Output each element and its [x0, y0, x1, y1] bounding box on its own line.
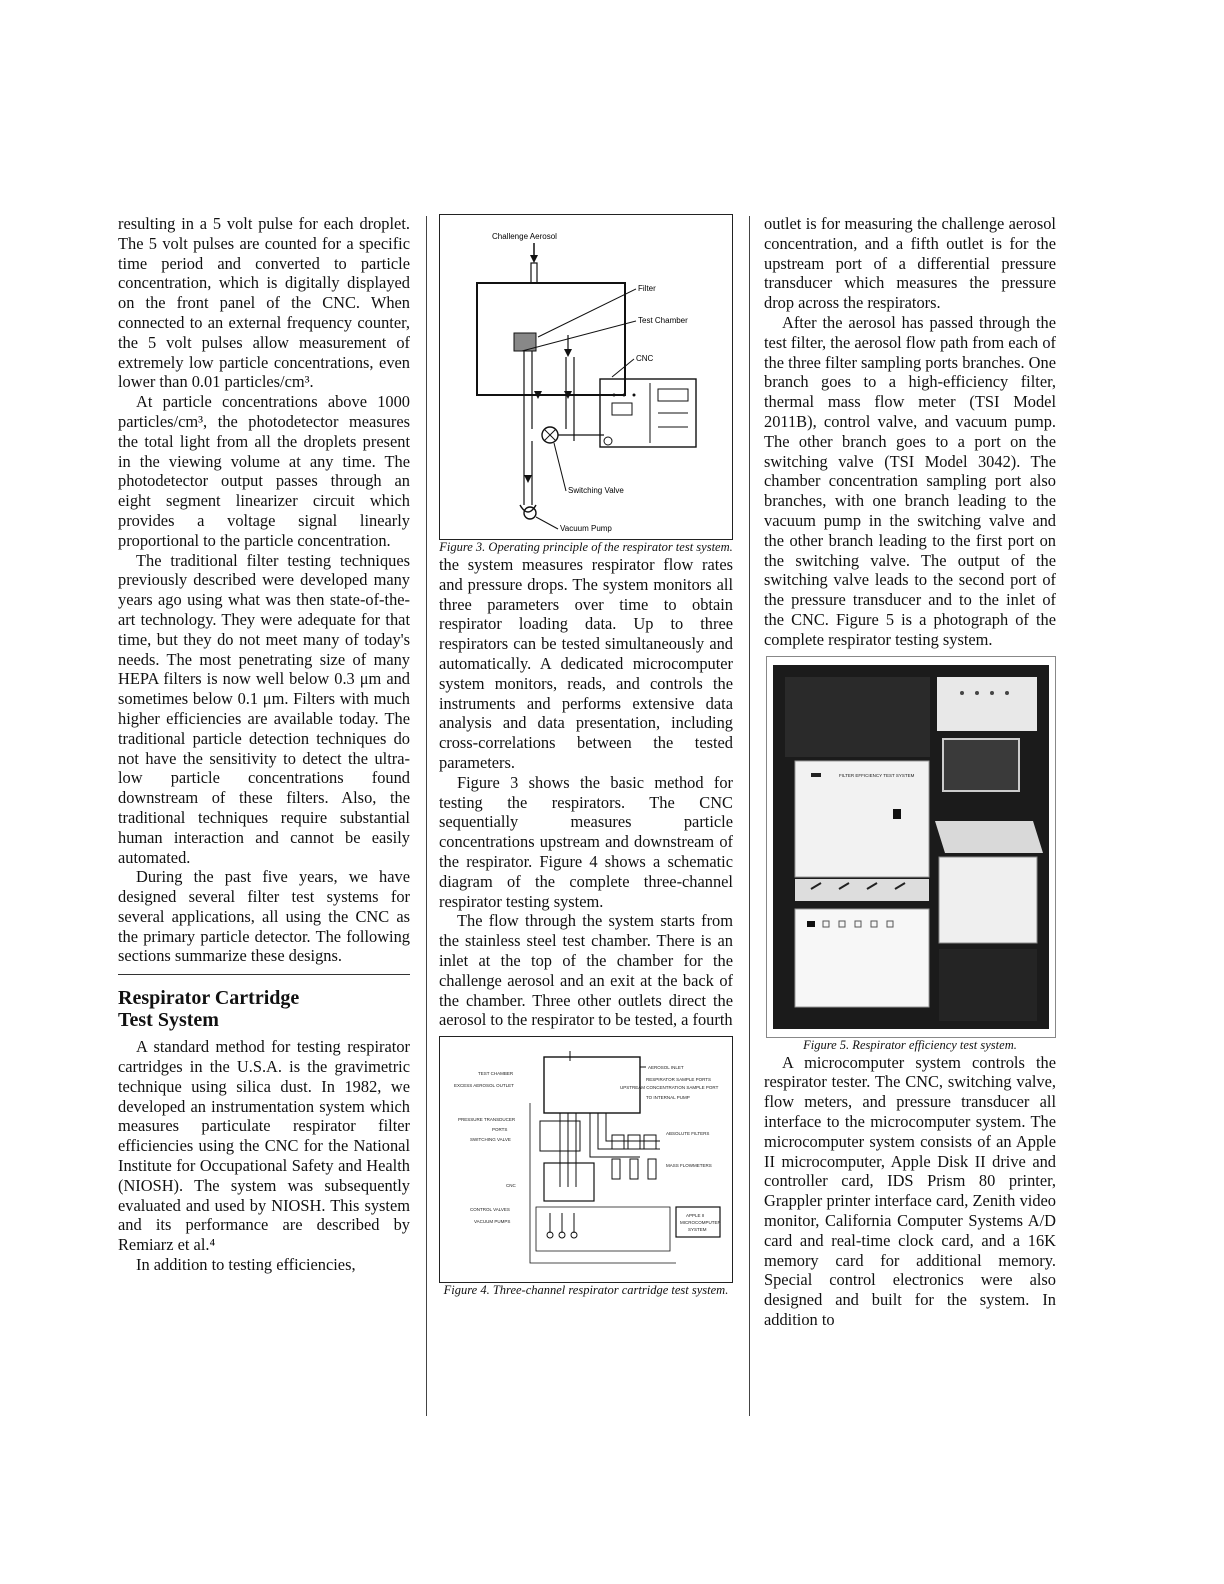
- fig4-label-apple-2: MICROCOMPUTER: [680, 1220, 721, 1226]
- paragraph: A microcomputer system controls the respirator tester. The CNC, switching valve, flow meters, and pressure transducer all interface to the microcomputer system. The microcomputer system consists of an Apple II microcomputer, Apple Disk II drive and controller card, IDS Prism 80 printer, Grappler printer interface card, Zenith video monitor, California Computer Systems A/D card and real-time clock card, and a 16K memory card for additional memory. Special control electronics were also designed and built for the system. In addition to: [764, 1052, 1056, 1329]
- column-middle: [439, 214, 733, 1298]
- fig4-label-apple-1: APPLE II: [686, 1213, 705, 1219]
- label-vacuum-pump: Vacuum Pump: [560, 524, 612, 533]
- fig4-label-control-valves: CONTROL VALVES: [470, 1207, 510, 1213]
- vacuum-pump-symbol: [524, 507, 536, 519]
- fig4-label-apple-3: SYSTEM: [688, 1227, 707, 1233]
- section-divider: [118, 974, 410, 975]
- fig4-label-mass-flowmeters: MASS FLOWMETERS: [666, 1163, 712, 1169]
- paragraph: the system measures respirator flow rates and pressure drops. The system monitors all three parameters over time to obtain respirator loading data. Up to three respirators can be tested simultaneously and automatically. A dedicated microcomputer system monitors, reads, and controls the instruments and performs extensive data analysis and data presentation, including cross-correlations between the tested parameters.: [439, 555, 733, 772]
- label-switching-valve: Switching Valve: [568, 486, 624, 495]
- figure-3-diagram: [440, 215, 732, 539]
- fig4-cnc-box: [544, 1163, 594, 1201]
- figure-3-caption: Figure 3. Operating principle of the respirator test system.: [439, 540, 733, 554]
- figure-3: [439, 214, 733, 540]
- section-heading: [118, 987, 410, 1031]
- fig4-label-upstream-port: UPSTREAM CONCENTRATION SAMPLE PORT: [620, 1085, 719, 1091]
- paragraph: After the aerosol has passed through the test filter, the aerosol flow path from each of the three filter sampling ports branches. One branch goes to a high-efficiency filter, thermal mass flow meter (TSI Model 2011B), control valve, and vacuum pump. The other branch goes to a port on the switching valve (TSI Model 3042). The chamber concentration sampling port also branches, with one branch leading to the vacuum pump in the switching valve and the other branch leading to the first port on the switching valve. The output of the switching valve leads to the second port of the pressure transducer and to the inlet of the CNC. Figure 5 is a photograph of the complete respirator testing system.: [764, 312, 1056, 649]
- fig4-label-test-chamber: TEST CHAMBER: [478, 1071, 514, 1077]
- column-rule-left: [426, 216, 427, 1416]
- paragraph: A standard method for testing respirator cartridges in the U.S.A. is the gravimetric technique using silica dust. In 1982, we developed an instrumentation system which measures particulate respirator filter efficiencies using the CNC for the National Institute for Occupational Safety and Health (NIOSH). The system was subsequently evaluated and used by NIOSH. This system and its performance are described by Remiarz et al.⁴: [118, 1037, 410, 1255]
- lower-instrument: [795, 909, 929, 1007]
- section-heading-line-2: Test System: [118, 1009, 219, 1032]
- fig4-label-pressure-transducer: PRESSURE TRANSDUCER: [458, 1117, 516, 1123]
- fig4-label-absolute-filters: ABSOLUTE FILTERS: [666, 1131, 710, 1137]
- keyboard: [935, 821, 1043, 853]
- figure-4: [439, 1036, 733, 1283]
- fig4-label-cnc: CNC: [506, 1183, 516, 1189]
- fig4-label-aerosol-inlet: AEROSOL INLET: [648, 1065, 684, 1071]
- fig4-label-switching-valve: SWITCHING VALVE: [470, 1137, 511, 1143]
- paragraph: The flow through the system starts from the stainless steel test chamber. There is an inlet at the top of the chamber for the challenge aerosol and an exit at the back of the chamber. Three other outlets direct the aerosol to the respirator to be tested, a fourth: [439, 911, 733, 1030]
- printer-bay: [939, 857, 1037, 943]
- fig4-label-ports: PORTS: [492, 1127, 508, 1133]
- fig4-label-excess-outlet: EXCESS AEROSOL OUTLET: [454, 1083, 514, 1089]
- instrument-panel: [795, 761, 929, 877]
- fig4-label-internal-pump: TO INTERNAL PUMP: [646, 1095, 690, 1101]
- figure-5-caption: Figure 5. Respirator efficiency test system.: [803, 1037, 1017, 1052]
- column-right: [764, 214, 1056, 1330]
- label-challenge-aerosol: Challenge Aerosol: [492, 232, 557, 241]
- column-rule-right: [749, 216, 750, 1416]
- fig4-label-respirator-ports: RESPIRATOR SAMPLE PORTS: [646, 1077, 712, 1083]
- figure-5-photo: [767, 657, 1055, 1037]
- paragraph: resulting in a 5 volt pulse for each droplet. The 5 volt pulses are counted for a specific time period and converted to particle concentration, which is digitally displayed on the front panel of the CNC. When connected to an external frequency counter, the 5 volt pulses allow measurement of extremely low particle concentrations, even lower than 0.01 particles/cm³.: [118, 214, 410, 392]
- paragraph: outlet is for measuring the challenge aerosol concentration, and a fifth outlet is for the upstream port of a differential pressure transducer which measures the pressure drop across the respirators.: [764, 214, 1056, 313]
- label-filter: Filter: [638, 284, 656, 293]
- video-monitor: [943, 739, 1019, 791]
- paragraph: In addition to testing efficiencies,: [136, 1255, 356, 1275]
- section-heading-line-1: Respirator Cartridge: [118, 987, 300, 1010]
- paragraph: During the past five years, we have designed several filter test systems for several applications, all using the CNC as the primary particle detector. The following sections summarize these designs.: [118, 867, 410, 966]
- panel-label: FILTER EFFICIENCY TEST SYSTEM: [839, 772, 915, 778]
- label-test-chamber: Test Chamber: [638, 316, 688, 325]
- paragraph: The traditional filter testing techniques previously described were developed many years ago using what was then state-of-the-art technology. They were adequate for that time, but they do not meet many of today's needs. The most penetrating size of many HEPA filters is now well below 0.3 μm and sometimes below 0.1 μm. Filters with much higher efficiencies are available today. The traditional particle detection techniques do not have the sensitivity to detect the ultra-low particle concentrations found downstream of these filters. Also, the traditional techniques require substantial human interaction and cannot be easily automated.: [118, 550, 410, 867]
- label-cnc: CNC: [636, 354, 654, 363]
- paragraph: At particle concentrations above 1000 particles/cm³, the photodetector measures the total light from all the droplets present in the viewing volume at any time. The photodetector output passes through an eight segment linearizer circuit which provides a voltage signal linearly proportional to the particle concentration.: [118, 392, 410, 550]
- fig4-label-vacuum-pumps: VACUUM PUMPS: [474, 1219, 511, 1225]
- figure-5: [766, 656, 1056, 1038]
- column-left: [118, 214, 410, 1275]
- paragraph: Figure 3 shows the basic method for testing the respirators. The CNC sequentially measures particle concentrations upstream and downstream of the respirator. Figure 4 shows a schematic diagram of the complete three-channel respirator testing system.: [439, 772, 733, 911]
- figure-4-diagram: [440, 1037, 732, 1282]
- figure-4-caption: Figure 4. Three-channel respirator cartridge test system.: [443, 1283, 729, 1298]
